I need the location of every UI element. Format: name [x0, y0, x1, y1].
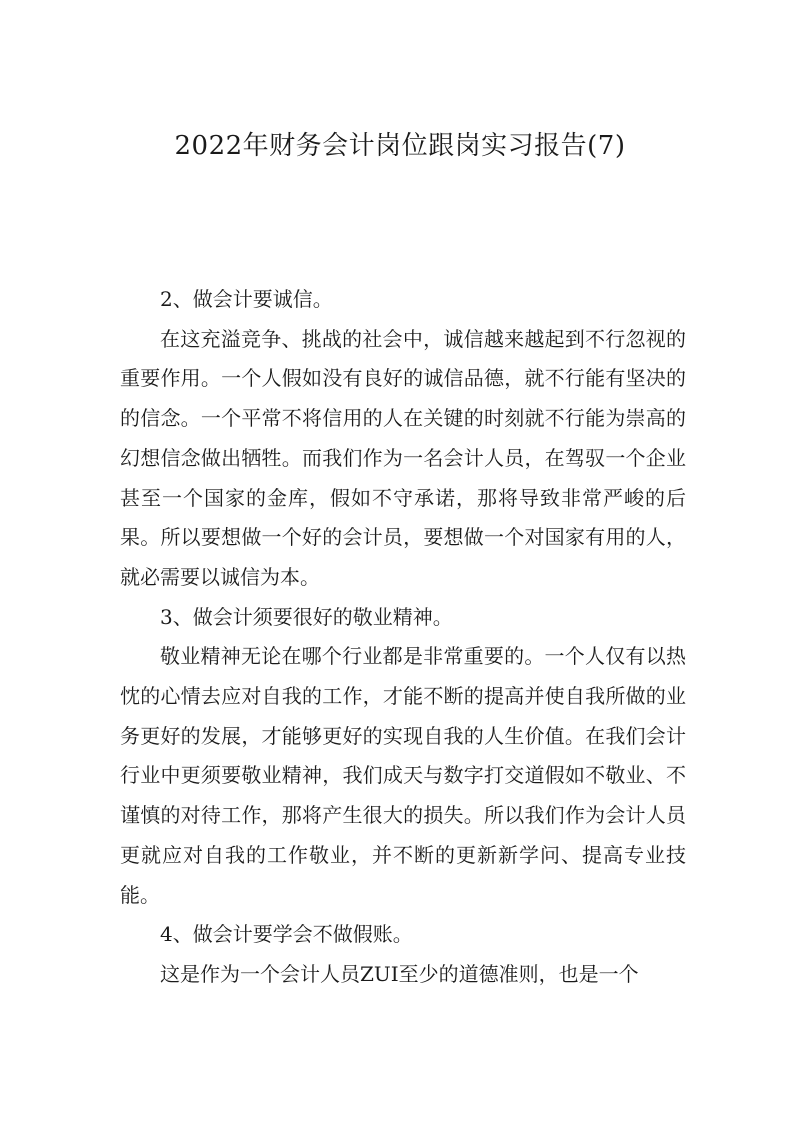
document-body — [120, 280, 686, 995]
paragraph-heading-2: 2、做会计要诚信。 — [160, 287, 333, 311]
paragraph-heading-3: 3、做会计须要很好的敬业精神。 — [160, 604, 453, 629]
document-title: 2022年财务会计岗位跟岗实习报告(7) — [174, 131, 626, 161]
paragraph: 这是作为一个会计人员ZUI至少的道德准则，也是一个 — [160, 961, 639, 986]
paragraph: 在这充溢竞争、挑战的社会中，诚信越来越起到不行忽视的重要作用。一个人假如没有良好的诚信品德，就不行能有坚决的的信念。一个平常不将信用的人在关键的时刻就不行能为崇高的幻想信念做出牺牲。而我们作为一名会计人员，在驾驭一个企业甚至一个国家的金库，假如不守承诺，那将导致非常严峻的后果。所以要想做一个好的会计员，要想做一个对国家有用的人，就必需要以诚信为本。 — [120, 326, 686, 589]
paragraph: 敬业精神无论在哪个行业都是非常重要的。一个人仅有以热忱的心情去应对自我的工作，才能不断的提高并使自我所做的业务更好的发展，才能够更好的实现自我的人生价值。在我们会计行业中更须要敬业精神，我们成天与数字打交道假如不敬业、不谨慎的对待工作，那将产生很大的损失。所以我们作为会计人员更就应对自我的工作敬业，并不断的更新新学问、提高专业技能。 — [120, 644, 686, 907]
paragraph-heading-4: 4、做会计要学会不做假账。 — [160, 922, 413, 947]
